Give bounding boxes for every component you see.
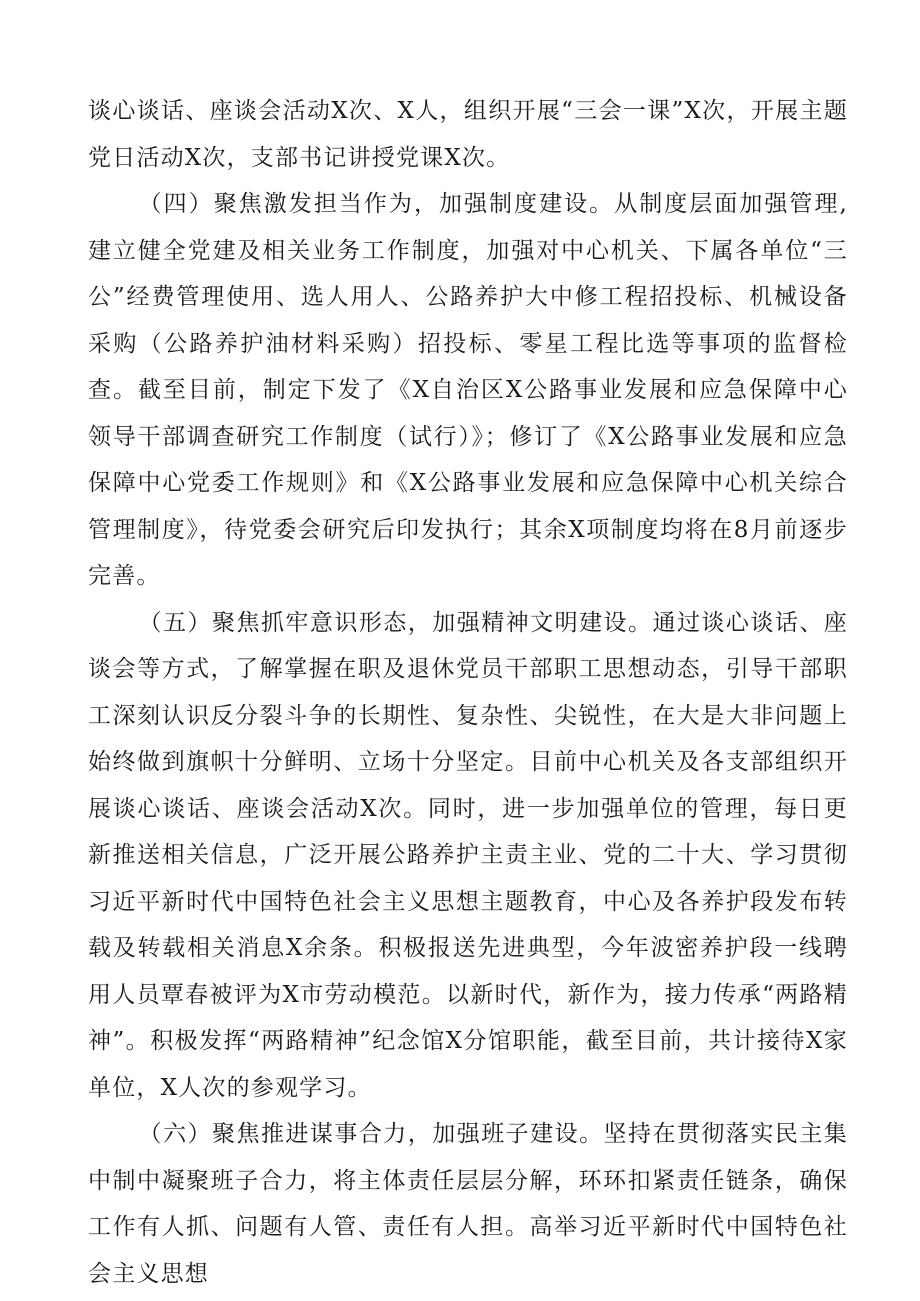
paragraph-section-4-institution-building: （四）聚焦激发担当作为，加强制度建设。从制度层面加强管理,建立健全党建及相关业务工作制度，加强对中心机关、下属各单位“三公”经费管理使用、选人用人、公路养护大中修工程招投标、机械设备采购（公路养护油材料采购）招投标、零星工程比选等事项的监督检查。截至目前，制定下发了《X自治区X公路事业发展和应急保障中心领导干部调查研究工作制度（试行）》；修订了《X公路事业发展和应急保障中心党委工作规则》和《X公路事业发展和应急保障中心机关综合管理制度》，待党委会研究后印发执行；其余X项制度均将在8月前逐步完善。 [88,191,848,589]
document-body [88,88,848,1297]
paragraph-continuation: 谈心谈话、座谈会活动X次、X人，组织开展“三会一课”X次，开展主题党日活动X次，支部书记讲授党课X次。 [88,98,848,171]
paragraph-section-6-leadership-team: （六）聚焦推进谋事合力，加强班子建设。坚持在贯彻落实民主集中制中凝聚班子合力，将主体责任层层分解，环环扣紧责任链条，确保工作有人抓、问题有人管、责任有人担。高举习近平新时代中国特色社会主义思想 [88,1121,848,1287]
paragraph-section-5-ideology: （五）聚焦抓牢意识形态，加强精神文明建设。通过谈心谈话、座谈会等方式，了解掌握在职及退休党员干部职工思想动态，引导干部职工深刻认识反分裂斗争的长期性、复杂性、尖锐性，在大是大非问题上始终做到旗帜十分鲜明、立场十分坚定。目前中心机关及各支部组织开展谈心谈话、座谈会活动X次。同时，进一步加强单位的管理，每日更新推送相关信息，广泛开展公路养护主责主业、党的二十大、学习贯彻习近平新时代中国特色社会主义思想主题教育，中心及各养护段发布转载及转载相关消息X余条。积极报送先进典型，今年波密养护段一线聘用人员覃春被评为X市劳动模范。以新时代，新作为，接力传承“两路精神”。积极发挥“两路精神”纪念馆X分馆职能，截至目前，共计接待X家单位，X人次的参观学习。 [88,609,848,1101]
